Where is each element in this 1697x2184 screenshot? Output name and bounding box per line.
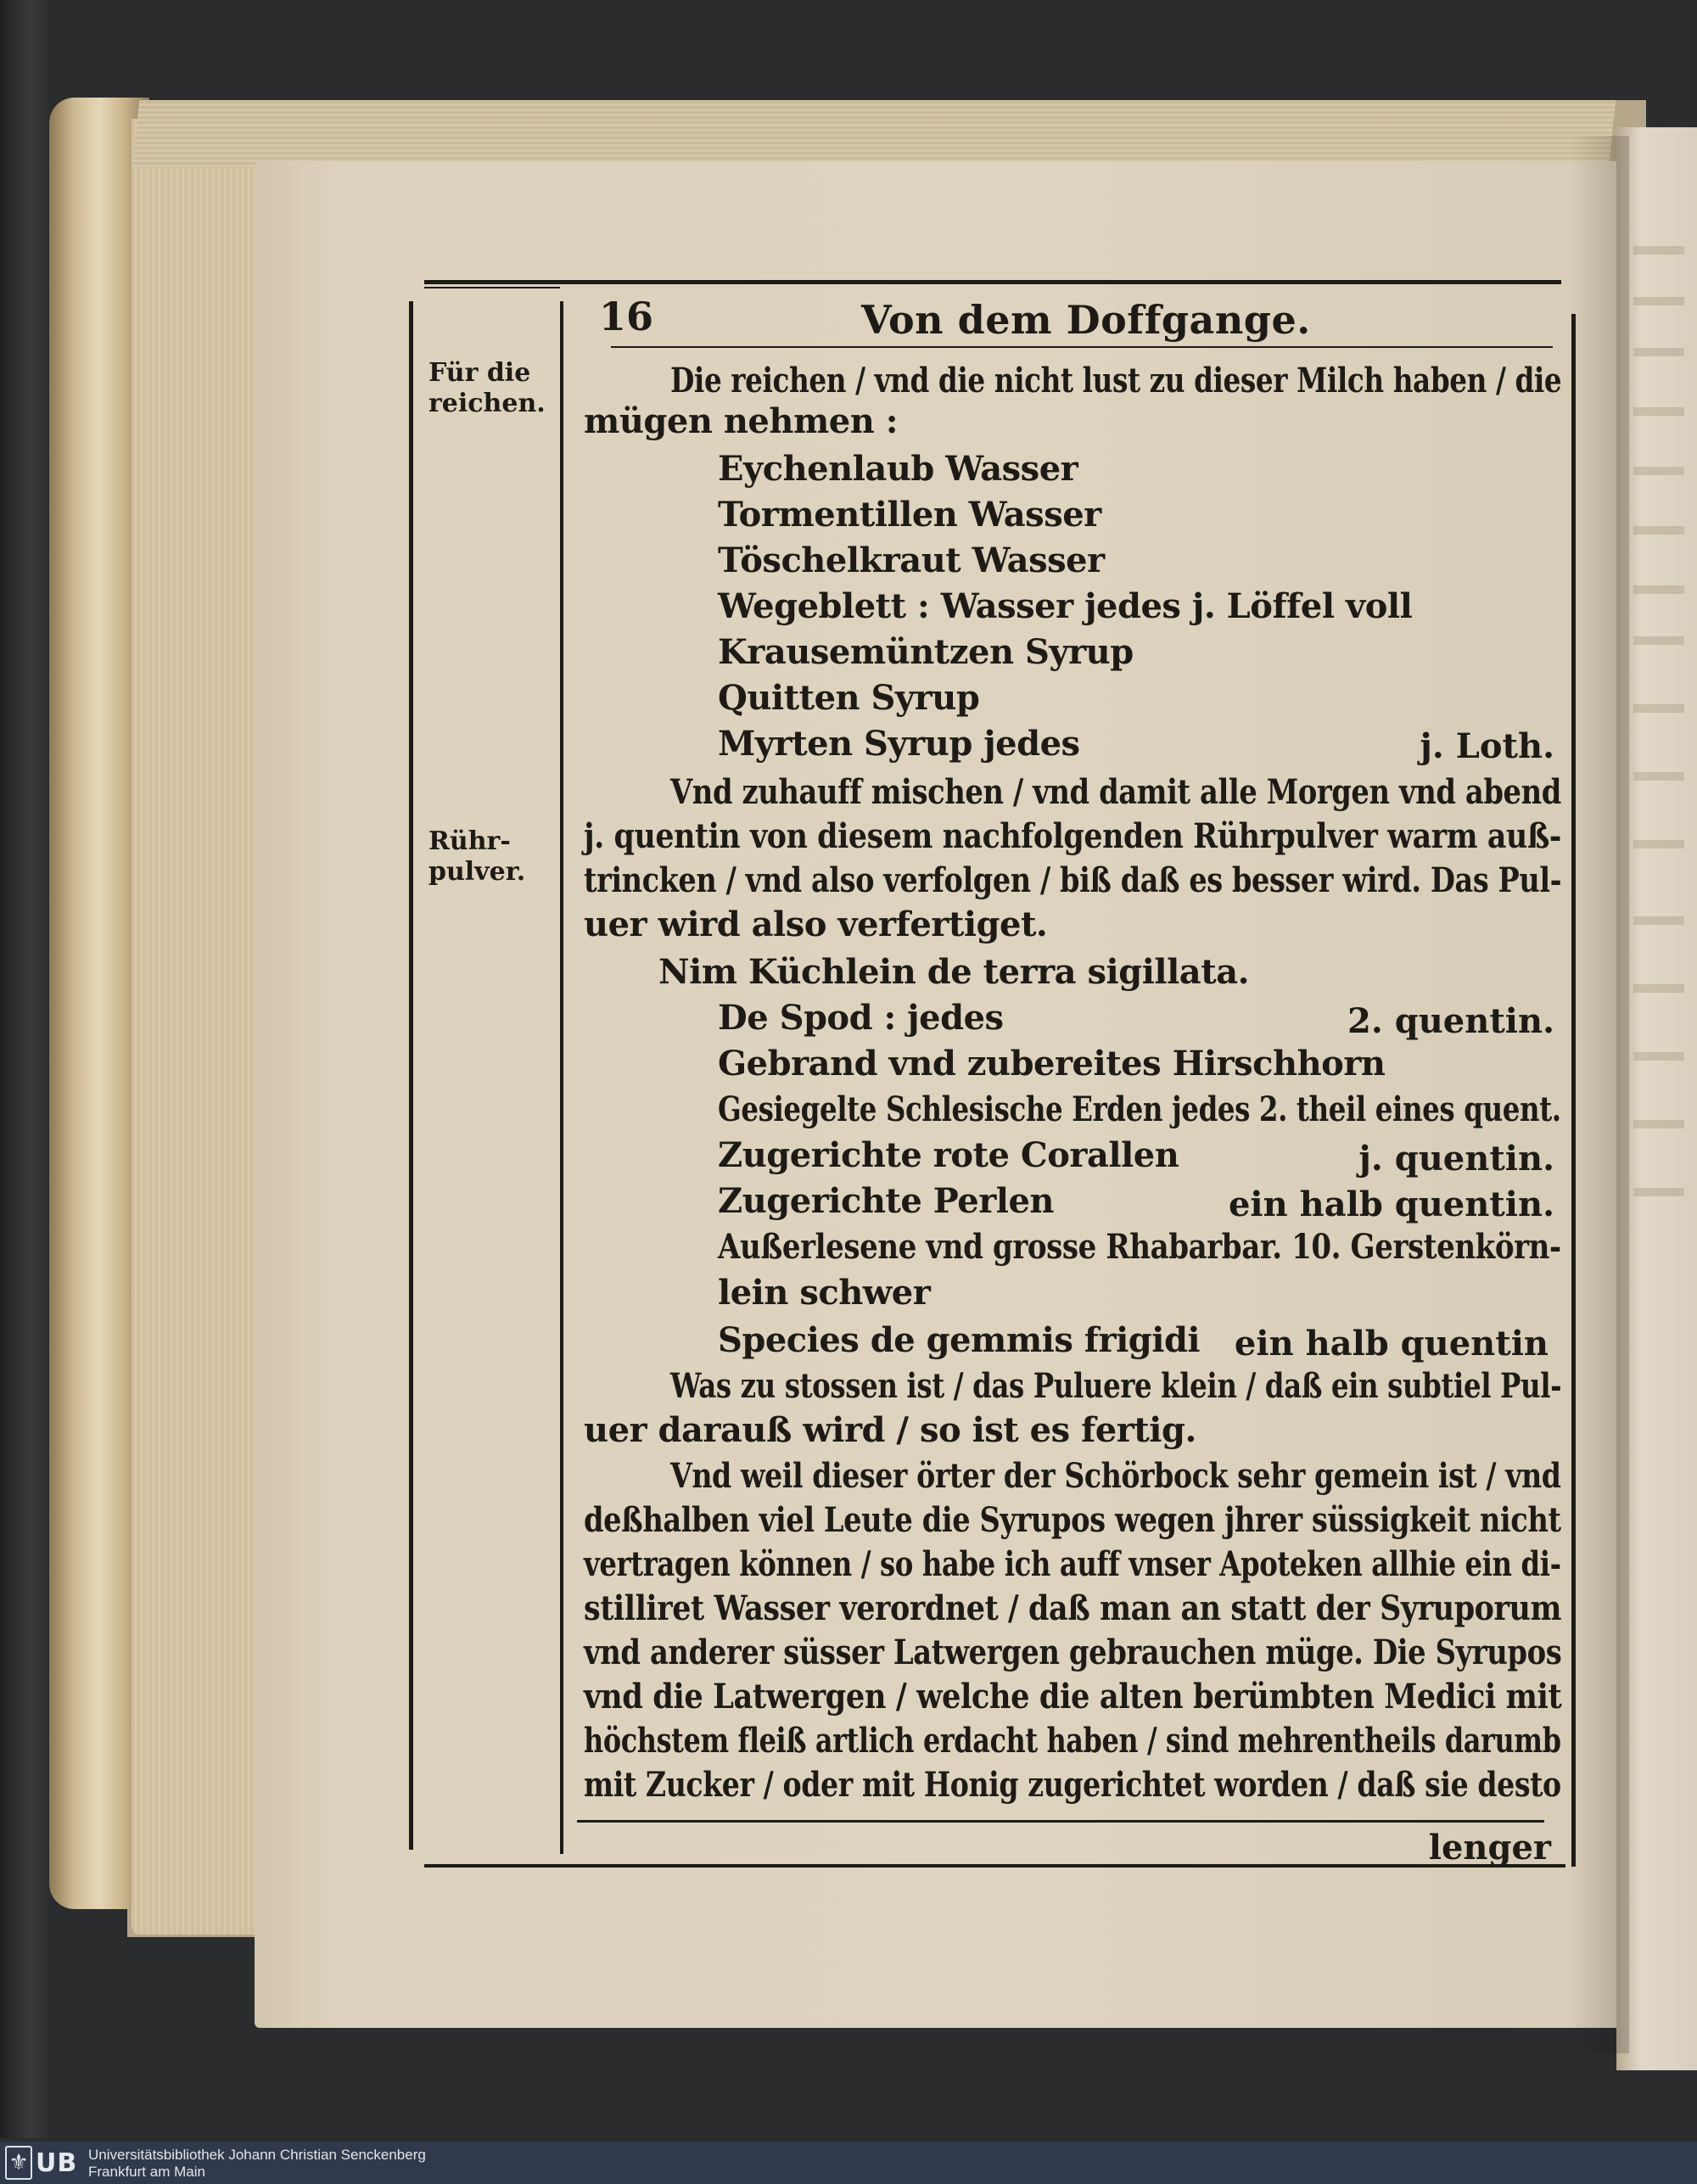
quantity-2-quentin: 2. quentin. — [1347, 1001, 1554, 1041]
catchword: lenger — [1428, 1828, 1551, 1868]
text-line-21: lein schwer — [718, 1273, 931, 1313]
running-head: Von dem Doffgange. — [861, 297, 1311, 343]
logo-text: UB — [36, 2148, 78, 2178]
institution-name — [88, 2147, 426, 2181]
text-line-3: Eychenlaub Wasser — [718, 449, 1078, 489]
frame-left-rule — [409, 301, 413, 1850]
margin-note-fuer-die-reichen: Für die reichen. — [428, 358, 546, 418]
text-line-25: Vnd weil dieser örter der Schörbock sehr gemein ist / vnd — [670, 1456, 1561, 1496]
text-line-17: Gesiegelte Schlesische Erden jedes 2. theil eines quent. — [718, 1089, 1561, 1129]
ub-logo — [5, 2147, 81, 2179]
text-line-8: Quitten Syrup — [718, 678, 980, 718]
quantity-loth: j. Loth. — [1420, 726, 1554, 766]
text-line-20: Außerlesene vnd grosse Rhabarbar. 10. Gerstenkörn- — [718, 1227, 1561, 1267]
text-line-22: Species de gemmis frigidi — [718, 1320, 1201, 1360]
text-line-28: stilliret Wasser verordnet / daß man an statt der Syruporum — [584, 1588, 1562, 1628]
frame-bottom-rule — [424, 1864, 1565, 1868]
text-line-26: deßhalben viel Leute die Syrupos wegen jhrer süssigkeit nicht — [584, 1500, 1561, 1540]
header-underline — [611, 346, 1553, 348]
text-line-23: Was zu stossen ist / das Puluere klein / daß ein subtiel Pul- — [670, 1366, 1562, 1406]
quantity-1-quentin: j. quentin. — [1358, 1139, 1554, 1179]
text-line-2: mügen nehmen : — [584, 401, 898, 441]
text-line-19: Zugerichte Perlen — [718, 1181, 1055, 1221]
text-line-15: De Spod : jedes — [718, 998, 1004, 1038]
text-line-14: Nim Küchlein de terra sigillata. — [658, 952, 1250, 992]
text-line-9: Myrten Syrup jedes — [718, 724, 1080, 764]
text-line-32: mit Zucker / oder mit Honig zugerichtet worden / daß sie desto — [584, 1765, 1561, 1805]
institution-line-2: Frankfurt am Main — [88, 2164, 205, 2180]
text-line-1: Die reichen / vnd die nicht lust zu dieser Milch haben / die — [670, 361, 1562, 400]
text-line-31: höchstem fleiß artlich erdacht haben / sind mehrentheils darumb — [584, 1721, 1561, 1761]
text-line-13: uer wird also verfertiget. — [584, 904, 1048, 944]
text-line-30: vnd die Latwergen / welche die alten berümbten Medici mit — [584, 1677, 1562, 1716]
frame-top-rule-margin — [424, 287, 560, 288]
quantity-halb-quentin-2: ein halb quentin — [1234, 1324, 1549, 1364]
text-line-29: vnd anderer süsser Latwergen gebrauchen müge. Die Syrupos — [584, 1632, 1562, 1672]
text-line-11: j. quentin von diesem nachfolgenden Rührpulver warm auß- — [584, 816, 1561, 856]
quantity-halb-quentin: ein halb quentin. — [1228, 1184, 1554, 1224]
top-page-edges — [132, 100, 1616, 168]
frame-inner-rule — [560, 301, 563, 1854]
scanner-background — [0, 0, 51, 2138]
frame-text-bottom-rule — [577, 1820, 1544, 1823]
gutter-shadow — [1570, 136, 1629, 2053]
text-line-7: Krausemüntzen Syrup — [718, 632, 1134, 672]
text-line-18: Zugerichte rote Corallen — [718, 1135, 1179, 1175]
frame-top-rule — [424, 280, 1561, 284]
margin-note-ruehrpulver: Rühr-pulver. — [428, 826, 526, 887]
text-line-24: uer darauß wird / so ist es fertig. — [584, 1410, 1196, 1450]
text-line-10: Vnd zuhauff mischen / vnd damit alle Morgen vnd abend — [670, 772, 1561, 812]
page-number: 16 — [599, 294, 654, 339]
footer-bar — [0, 2142, 1697, 2184]
text-line-16: Gebrand vnd zubereites Hirschhorn — [718, 1044, 1386, 1084]
frame-right-rule — [1571, 314, 1576, 1867]
text-line-4: Tormentillen Wasser — [718, 495, 1101, 535]
seal-icon: ⚜ — [5, 2146, 32, 2180]
institution-line-1: Universitätsbibliothek Johann Christian Senckenberg — [88, 2147, 426, 2163]
text-line-12: trincken / vnd also verfolgen / biß daß es besser wird. Das Pul- — [584, 860, 1562, 900]
text-line-5: Töschelkraut Wasser — [718, 540, 1105, 580]
text-line-27: vertragen können / so habe ich auff vnser Apoteken allhie ein di- — [584, 1544, 1561, 1584]
text-line-6: Wegeblett : Wasser jedes j. Löffel voll — [718, 586, 1413, 626]
